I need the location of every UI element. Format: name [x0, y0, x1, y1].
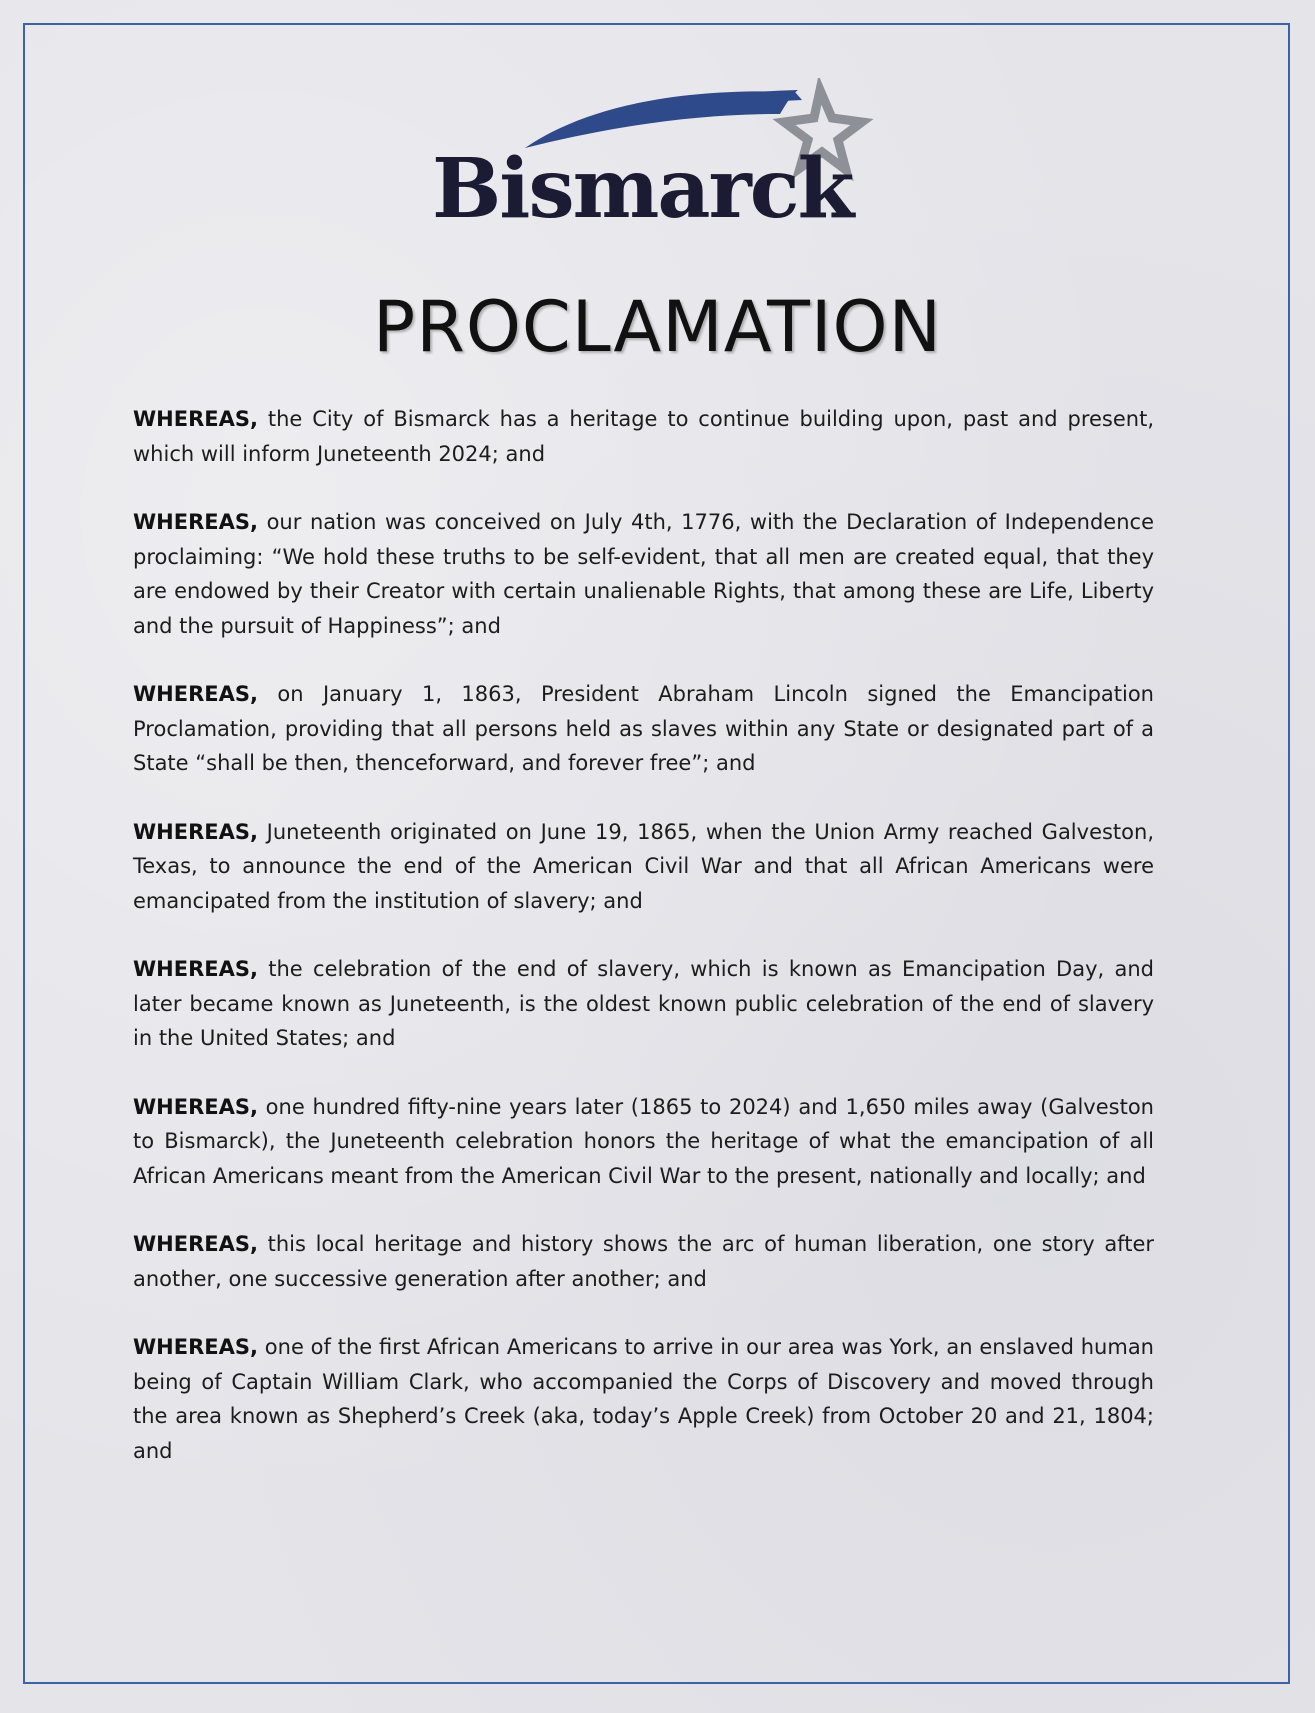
clause-text: Juneteenth originated on June 19, 1865, when the Union Army reached Galveston, Texas, to announce the end of the American Civil War and that all African Americans were emancipated from the institution of slavery; and: [133, 819, 1154, 913]
clause-lead: WHEREAS,: [133, 957, 258, 981]
whereas-clause: [133, 815, 1154, 919]
clause-text: one hundred fifty-nine years later (1865 to 2024) and 1,650 miles away (Galveston to Bismarck), the Juneteenth celebration honors the heritage of what the emancipation of all African Americans meant from the American Civil War to the present, nationally and locally; and: [133, 1094, 1154, 1188]
clause-text: one of the first African Americans to arrive in our area was York, an enslaved human being of Captain William Clark, who accompanied the Corps of Discovery and moved through the area known as Shepherd’s Creek (aka, today’s Apple Creek) from October 20 and 21, 1804; and: [133, 1335, 1154, 1463]
whereas-clause: [133, 505, 1154, 643]
clause-lead: WHEREAS,: [133, 1335, 258, 1359]
whereas-clause: [133, 1227, 1154, 1296]
clause-text: the celebration of the end of slavery, which is known as Emancipation Day, and later became known as Juneteenth, is the oldest known public celebration of the end of slavery in the United States; and: [133, 957, 1154, 1050]
logo-wordmark: Bismarck: [432, 141, 853, 237]
clause-text: this local heritage and history shows the arc of human liberation, one story after another, one successive generation after another; and: [133, 1232, 1154, 1291]
proclamation-body: [133, 402, 1154, 1502]
bismarck-logo: [430, 78, 890, 248]
clause-lead: WHEREAS,: [133, 510, 258, 534]
clause-text: the City of Bismarck has a heritage to continue building upon, past and present, which will inform Juneteenth 2024; and: [133, 407, 1154, 466]
clause-lead: WHEREAS,: [133, 682, 258, 706]
clause-lead: WHEREAS,: [133, 1232, 258, 1256]
clause-lead: WHEREAS,: [133, 1094, 258, 1119]
clause-text: our nation was conceived on July 4th, 1776, with the Declaration of Independence proclaiming: “We hold these truths to be self-evident, that all men are created equal, that they are endowed by their Creator with certain unalienable Rights, that among these are Life, Liberty and the pursuit of Happiness”; and: [133, 510, 1154, 638]
clause-lead: WHEREAS,: [133, 819, 258, 844]
whereas-clause: [133, 1090, 1154, 1194]
page-title: PROCLAMATION: [372, 286, 943, 368]
whereas-clause: [133, 1330, 1154, 1468]
clause-text: on January 1, 1863, President Abraham Lincoln signed the Emancipation Proclamation, providing that all persons held as slaves within any State or designated part of a State “shall be then, thenceforward, and forever free”; and: [133, 682, 1154, 775]
whereas-clause: [133, 402, 1154, 471]
clause-lead: WHEREAS,: [133, 407, 258, 431]
whereas-clause: [133, 677, 1154, 781]
whereas-clause: [133, 952, 1154, 1056]
